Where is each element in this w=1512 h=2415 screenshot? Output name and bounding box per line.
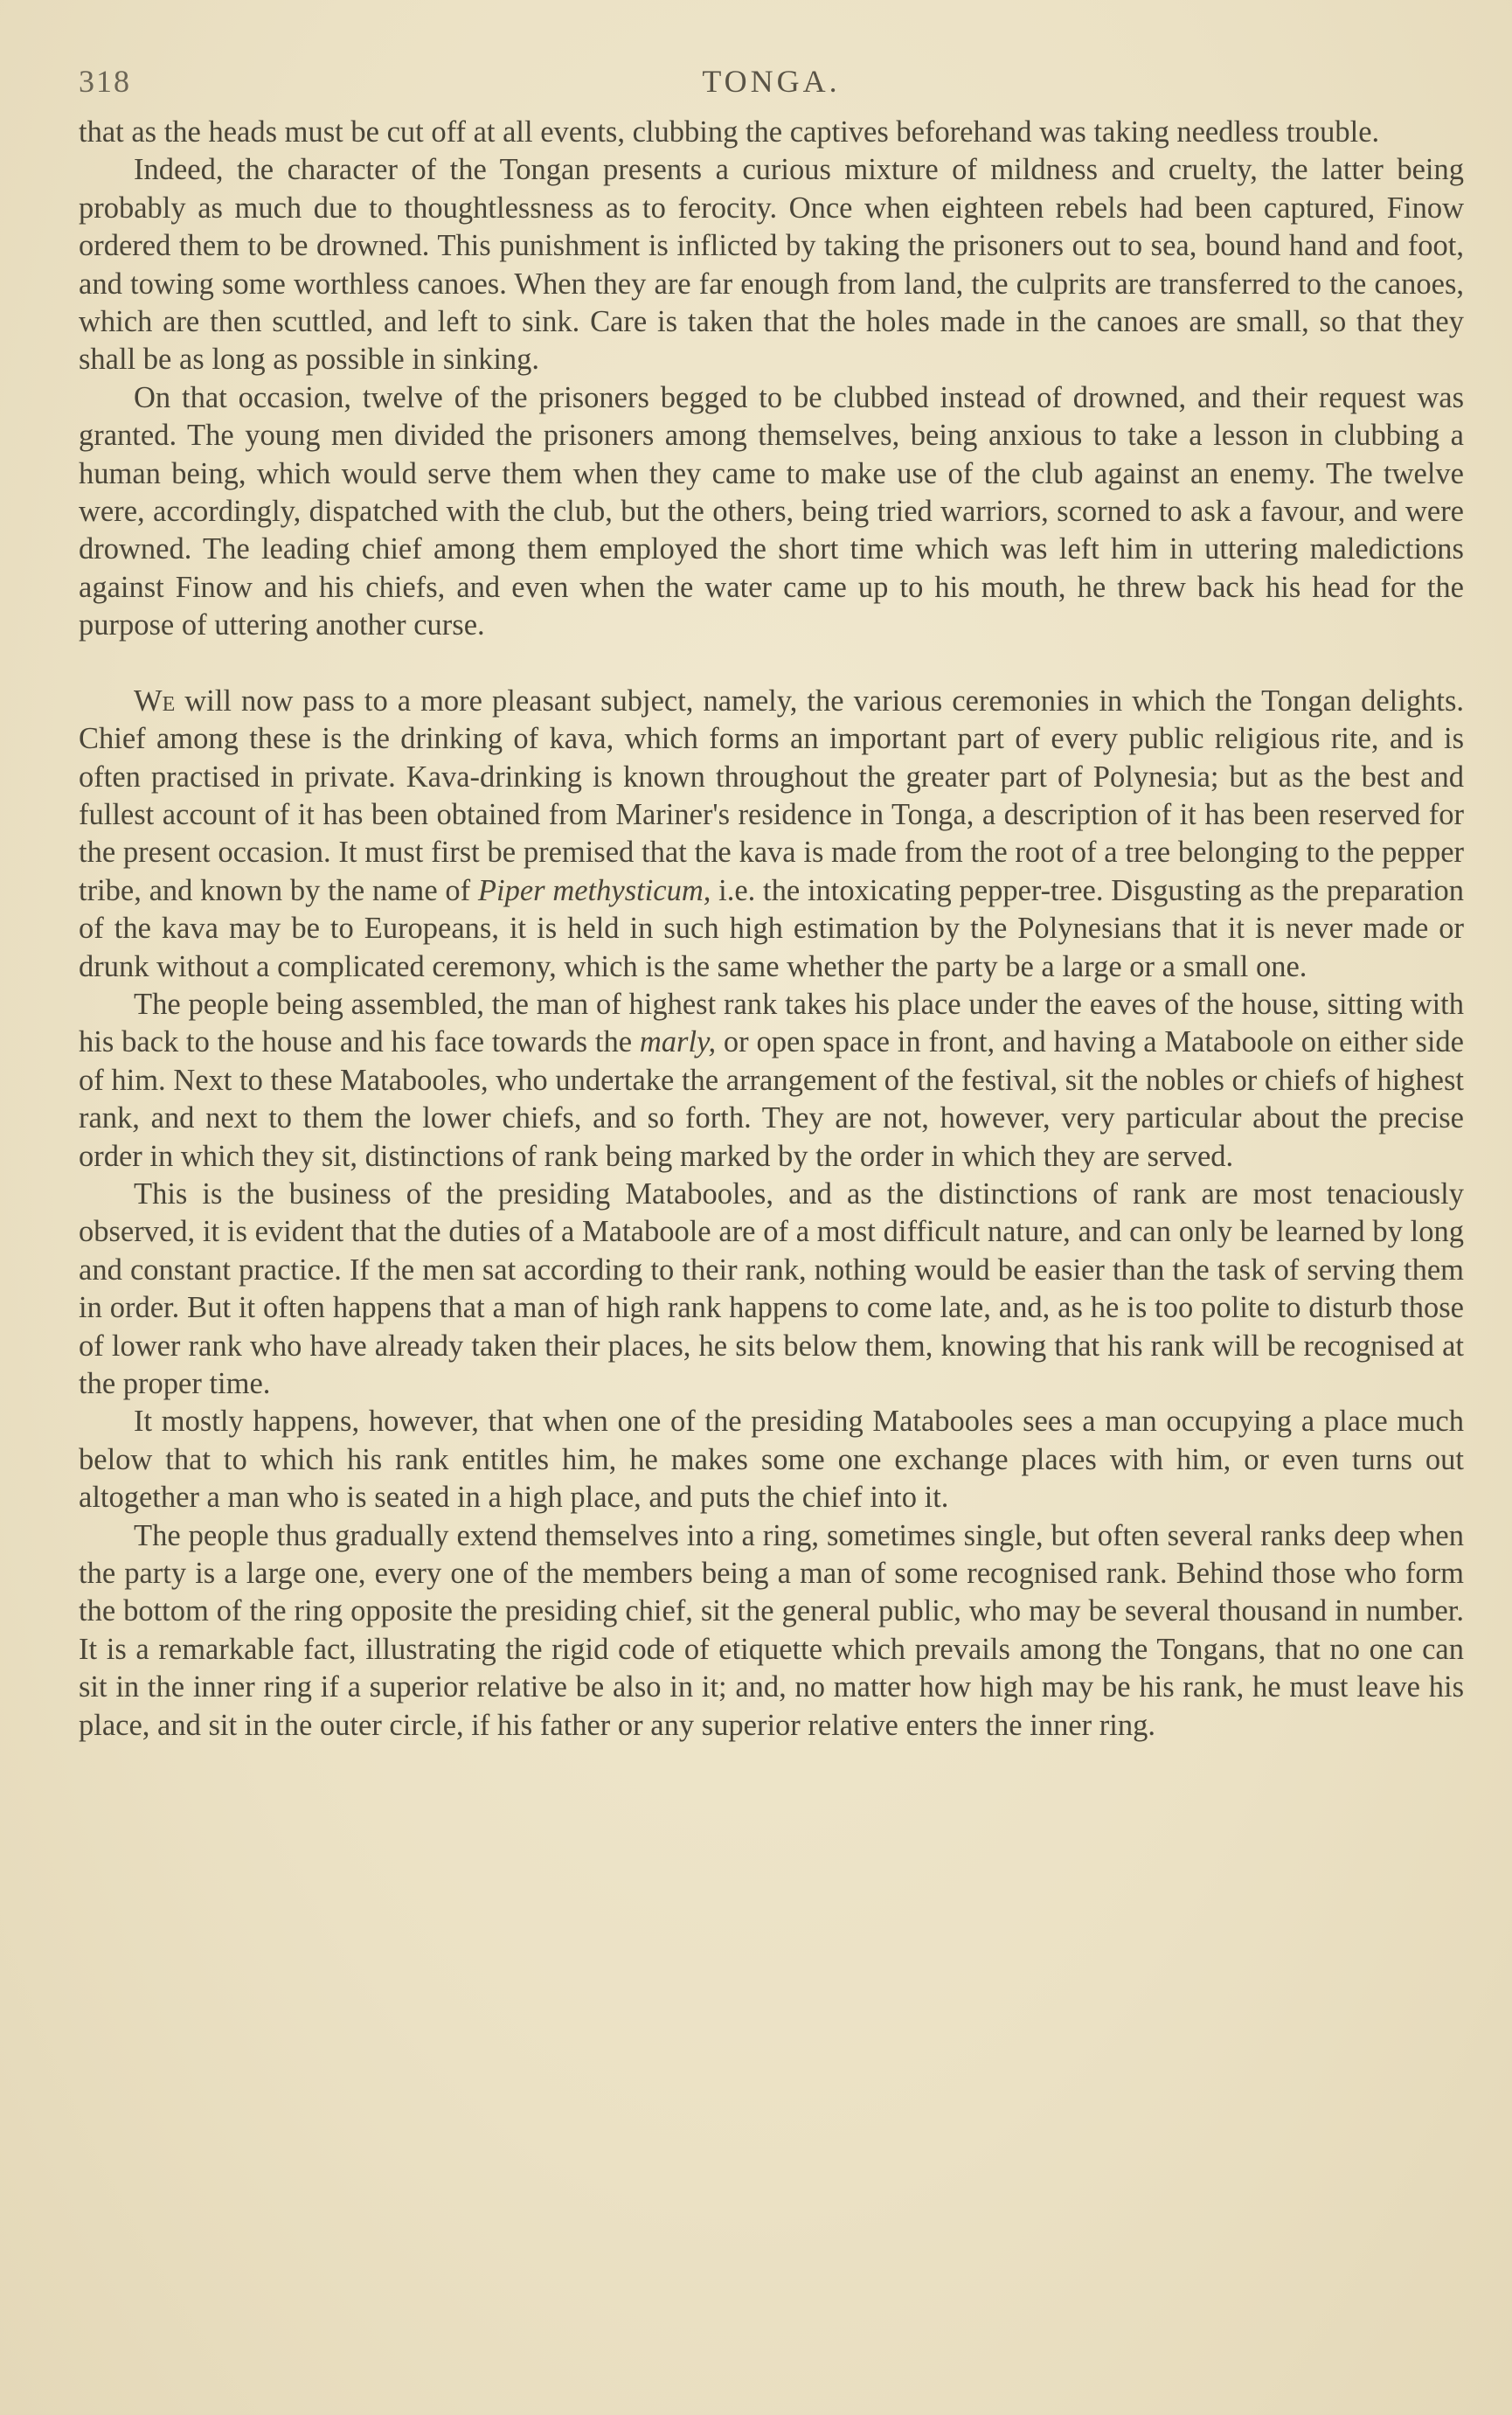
paragraph-mostly-happens: It mostly happens, however, that when one of the presiding Matabooles sees a man occupying a place much below that to which his rank entitles him, he makes some one exchange places with him, or even turns out altogether a man who is seated in a high place, and puts the chief into it.: [79, 1405, 1464, 1515]
paragraph-presiding-matabooles: This is the business of the presiding Matabooles, and as the distinctions of rank are most tenaciously observed, it is evident that the duties of a Mataboole are of a most difficult nature, and can only be learned by long and constant practice. If the men sat according to their rank, nothing would be easier than the task of serving them in order. But it often happens that a man of high rank happens to come late, and, as he is too polite to disturb those of lower rank who have already taken their places, he sits below them, knowing that his rank will be recognised at the proper time.: [79, 1176, 1464, 1400]
body-text: [79, 114, 1464, 1745]
paragraph-people-assembled: [79, 986, 1464, 1176]
lead-in-word: We: [134, 684, 176, 718]
page-number: 318: [79, 64, 131, 99]
paragraph-text-segment: The people being assembled, the man of highest rank takes his place under the eaves of the house, sitting with his back to the house and his face towards the: [79, 987, 1464, 1059]
paragraph-character-of-tongan: Indeed, the character of the Tongan presents a curious mixture of mildness and cruelty, the latter being probably as much due to thoughtlessness as to ferocity. Once when eighteen rebels had been captured, Finow ordered them to be drowned. This punishment is inflicted by taking the prisoners out to sea, bound hand and foot, and towing some worthless canoes. When they are far enough from land, the culprits are transferred to the canoes, which are then scuttled, and left to sink. Care is taken that the holes made in the canoes are small, so that they shall be as long as possible in sinking.: [79, 153, 1464, 377]
italic-term-marly: marly,: [639, 1025, 717, 1059]
paragraph-text-segment: i.e. the intoxicating pepper-tree. Disgusting as the preparation of the kava may be to Europeans, it is held in such high estimation by the Polynesians that it is never made or drunk without a complicated ceremony, which is the same whether the party be a large or a small one.: [79, 873, 1464, 983]
paragraph-twelve-prisoners: On that occasion, twelve of the prisoners begged to be clubbed instead of drowned, and their request was granted. The young men divided the prisoners among themselves, being anxious to take a lesson in clubbing a human being, which would serve them when they came to make use of the club against an enemy. The twelve were, accordingly, dispatched with the club, but the others, being tried warriors, scorned to ask a favour, and were drowned. The leading chief among them employed the short time which was left him in uttering maledictions against Finow and his chiefs, and even when the water came up to his mouth, he threw back his head for the purpose of uttering another curse.: [79, 380, 1464, 642]
paragraph-text-segment: will now pass to a more pleasant subject, namely, the various ceremonies in which the Tongan delights. Chief among these is the drinking of kava, which forms an important part of every public religious rite, and is often practised in private. Kava-drinking is known throughout the greater part of Polynesia; but as the best and fullest account of it has been obtained from Mariner's residence in Tonga, a description of it has been reserved for the present occasion. It must first be premised that the kava is made from the root of a tree belonging to the pepper tribe, and known by the name of: [79, 684, 1464, 907]
paragraph-ring-formation: The people thus gradually extend themselves into a ring, sometimes single, but often several ranks deep when the party is a large one, every one of the members being a man of some recognised rank. Behind those who form the bottom of the ring opposite the presiding chief, sit the general public, who may be several thousand in number. It is a remarkable fact, illustrating the rigid code of etiquette which prevails among the Tongans, that no one can sit in the inner ring if a superior relative be also in it; and, no matter how high may be his rank, he must leave his place, and sit in the outer circle, if his father or any superior relative enters the inner ring.: [79, 1518, 1464, 1742]
book-page: [79, 52, 1464, 2377]
running-head: [79, 52, 1464, 114]
paragraph-kava-introduction: [79, 683, 1464, 986]
paragraph-text-segment: or open space in front, and having a Mataboole on either side of him. Next to these Matabooles, who undertake the arrangement of the festival, sit the nobles or chiefs of highest rank, and next to them the lower chiefs, and so forth. They are not, however, very particular about the precise order in which they sit, distinctions of rank being marked by the order in which they are served.: [79, 1025, 1464, 1173]
italic-term-piper-methysticum: Piper methysticum,: [477, 873, 711, 907]
running-title: TONGA.: [702, 64, 841, 99]
paragraph-continuation: that as the heads must be cut off at all events, clubbing the captives beforehand was taking needless trouble.: [79, 115, 1380, 149]
